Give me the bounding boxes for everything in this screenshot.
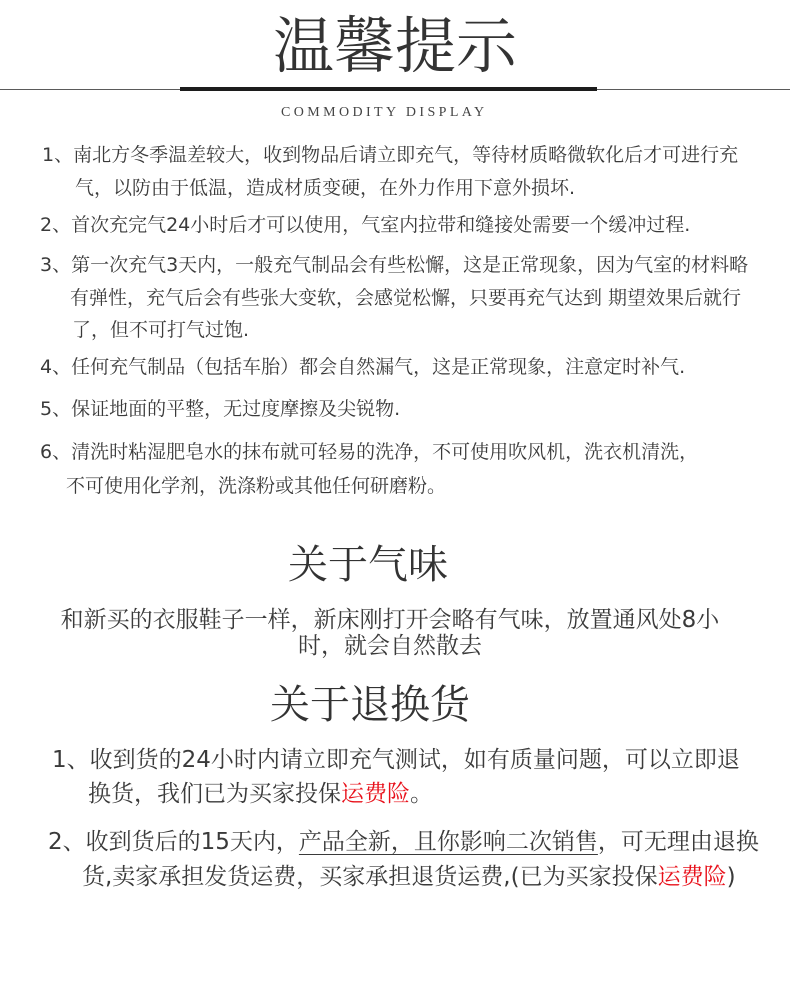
highlight-text: 运费险 xyxy=(341,781,410,807)
smell-text-line: 时，就会自然散去 xyxy=(298,633,482,659)
header-underline-bar xyxy=(180,87,597,91)
tip-line: 气，以防由于低温，造成材质变硬，在外力作用下意外损坏. xyxy=(75,177,576,199)
tip-line: 6、清洗时粘湿肥皂水的抹布就可轻易的洗净，不可使用吹风机，洗衣机清洗， xyxy=(40,441,699,463)
tip-line: 5、保证地面的平整，无过度摩擦及尖锐物. xyxy=(40,398,401,420)
return-line xyxy=(82,863,736,891)
page-subtitle: COMMODITY DISPLAY xyxy=(281,105,488,120)
return-text: 。 xyxy=(410,781,433,807)
return-text: 2、收到货后的15天内， xyxy=(48,829,299,855)
return-text: ，可无理由退换 xyxy=(597,829,759,855)
return-text: 货,卖家承担发货运费，买家承担退货运费,(已为买家投保 xyxy=(82,864,658,890)
return-text: ) xyxy=(726,864,736,890)
tip-line: 有弹性，充气后会有些张大变软，会感觉松懈，只要再充气达到 期望效果后就行 xyxy=(70,287,742,309)
return-line xyxy=(88,780,433,808)
tip-line: 了，但不可打气过饱. xyxy=(72,319,250,341)
underlined-text: 产品全新，且你影响二次销售 xyxy=(298,829,598,855)
returns-heading: 关于退换货 xyxy=(270,682,470,728)
tip-line: 2、首次充完气24小时后才可以使用，气室内拉带和缝接处需要一个缓冲过程. xyxy=(40,214,691,236)
highlight-text: 运费险 xyxy=(657,864,727,890)
return-line xyxy=(48,828,759,856)
smell-heading: 关于气味 xyxy=(288,542,448,588)
return-line: 1、收到货的24小时内请立即充气测试，如有质量问题，可以立即退 xyxy=(52,747,740,773)
tip-line: 不可使用化学剂，洗涤粉或其他任何研磨粉。 xyxy=(66,475,447,497)
page-title: 温馨提示 xyxy=(272,11,517,82)
smell-text-line: 和新买的衣服鞋子一样，新床刚打开会略有气味，放置通风处8小 xyxy=(60,607,720,633)
tip-line: 1、南北方冬季温差较大，收到物品后请立即充气，等待材质略微软化后才可进行充 xyxy=(42,144,739,166)
tip-line: 3、第一次充气3天内，一般充气制品会有些松懈，这是正常现象，因为气室的材料略 xyxy=(40,254,749,276)
return-text: 换货，我们已为买家投保 xyxy=(88,781,341,807)
tip-line: 4、任何充气制品（包括车胎）都会自然漏气，这是正常现象，注意定时补气. xyxy=(40,356,686,378)
